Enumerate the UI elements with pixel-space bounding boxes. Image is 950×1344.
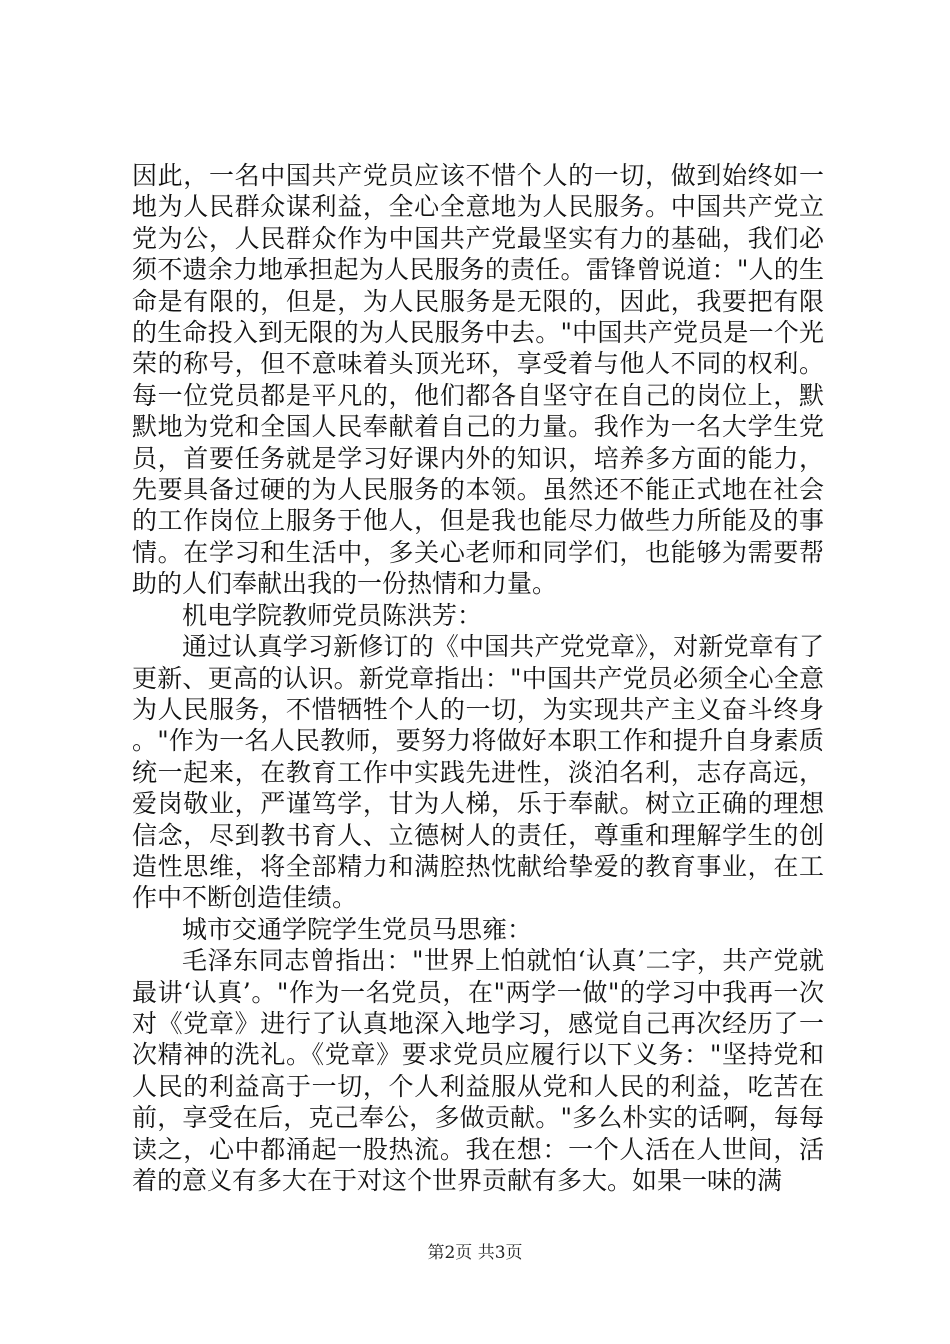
document-body [132,160,824,1196]
speaker-heading-chen-hongfang: 机电学院教师党员陈洪芳： [182,600,483,630]
paragraph-ma-siyong: 毛泽东同志曾指出："世界上怕就怕‘认真’二字，共产党就最讲‘认真’。"作为一名党员，在"两学一做"的学习中我再一次对《党章》进行了认真地深入地学习，感觉自己再次经历了一次精神的洗礼。《党章》要求党员应履行以下义务："坚持党和人民的利益高于一切，个人利益服从党和人民的利益，吃苦在前，享受在后，克己奉公，多做贡献。"多么朴实的话啊，每每读之，心中都涌起一股热流。我在想：一个人活在人世间，活着的意义有多大在于对这个世界贡献有多大。如果一味的满 [132,946,824,1195]
paragraph-continuation: 因此，一名中国共产党员应该不惜个人的一切，做到始终如一地为人民群众谋利益，全心全意地为人民服务。中国共产党立党为公，人民群众作为中国共产党最坚实有力的基础，我们必须不遗余力地承担起为人民服务的责任。雷锋曾说道："人的生命是有限的，但是，为人民服务是无限的，因此，我要把有限的生命投入到无限的为人民服务中去。"中国共产党员是一个光荣的称号，但不意味着头顶光环，享受着与他人不同的权利。每一位党员都是平凡的，他们都各自坚守在自己的岗位上，默默地为党和全国人民奉献着自己的力量。我作为一名大学生党员，首要任务就是学习好课内外的知识，培养多方面的能力，先要具备过硬的为人民服务的本领。虽然还不能正式地在社会的工作岗位上服务于他人，但是我也能尽力做些力所能及的事情。在学习和生活中，多关心老师和同学们，也能够为需要帮助的人们奉献出我的一份热情和力量。 [132,161,824,599]
paragraph-chen-hongfang: 通过认真学习新修订的《中国共产党党章》，对新党章有了更新、更高的认识。新党章指出："中国共产党员必须全心全意为人民服务，不惜牺牲个人的一切，为实现共产主义奋斗终身。"作为一名人民教师，要努力将做好本职工作和提升自身素质统一起来，在教育工作中实践先进性，淡泊名利，志存高远，爱岗敬业，严谨笃学，甘为人梯，乐于奉献。树立正确的理想信念，尽到教书育人、立德树人的责任，尊重和理解学生的创造性思维，将全部精力和满腔热忱献给挚爱的教育事业，在工作中不断创造佳绩。 [132,632,824,913]
page-number-footer: 第2页 共3页 [427,1243,523,1263]
speaker-heading-ma-siyong: 城市交通学院学生党员马思雍： [182,914,533,944]
